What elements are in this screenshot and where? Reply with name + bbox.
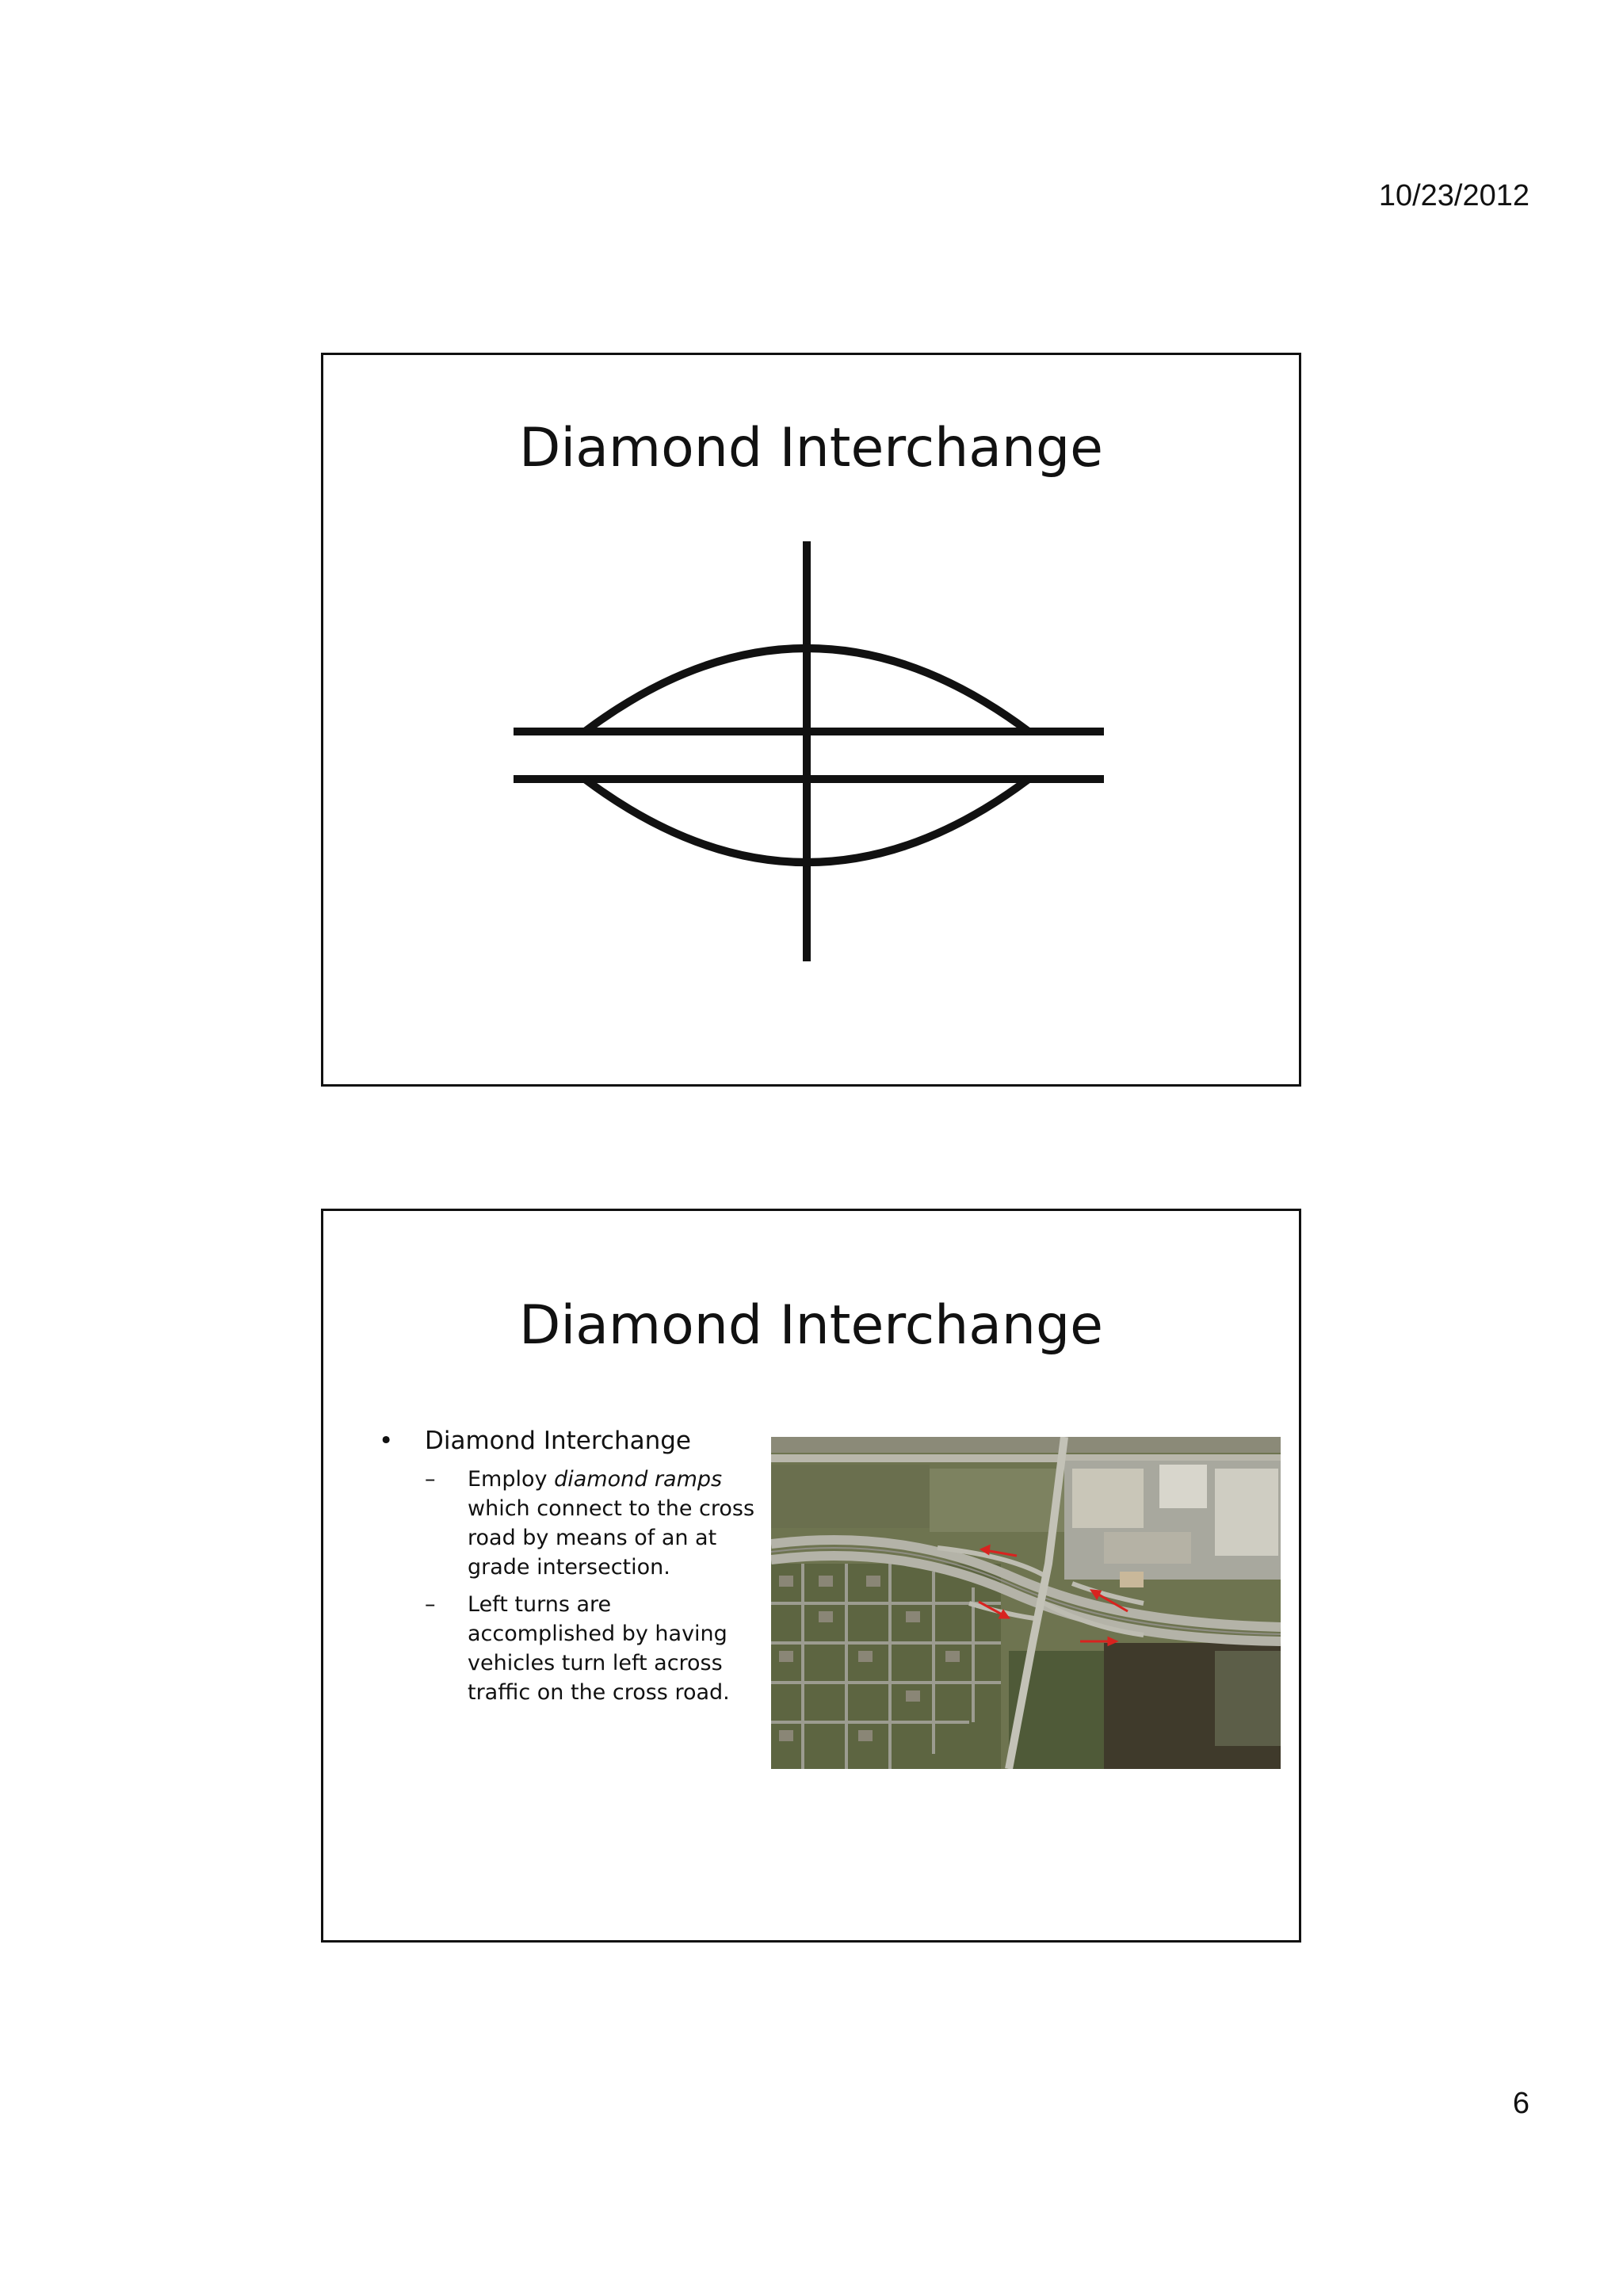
dash-marker: – — [425, 1592, 436, 1617]
sub-bullet-item — [377, 1465, 761, 1582]
slide-2 — [321, 1209, 1301, 1943]
slide-title: Diamond Interchange — [518, 1294, 1103, 1357]
emphasis-text: diamond ramps — [554, 1467, 723, 1492]
aerial-photo-icon — [771, 1437, 1281, 1769]
dash-marker: – — [425, 1467, 436, 1492]
bullet-list — [377, 1425, 789, 1715]
sub-bullet-text: Left turns are accomplished by having vehicles turn left across traffic on the cross road. — [468, 1592, 730, 1705]
bullet-item — [377, 1425, 789, 1457]
sub-bullet-list — [377, 1465, 789, 1707]
sub-bullet-item — [377, 1590, 761, 1707]
bullet-text: Diamond Interchange — [425, 1427, 691, 1455]
slide-title: Diamond Interchange — [518, 417, 1103, 479]
sub-bullet-text: Employ diamond ramps which connect to the cross road by means of an at grade intersection. — [468, 1467, 755, 1580]
diamond-interchange-diagram — [506, 541, 1116, 969]
slide-1 — [321, 353, 1301, 1087]
header-date: 10/23/2012 — [1378, 179, 1529, 212]
bullet-marker: • — [379, 1427, 394, 1455]
page-number: 6 — [1512, 2087, 1529, 2120]
